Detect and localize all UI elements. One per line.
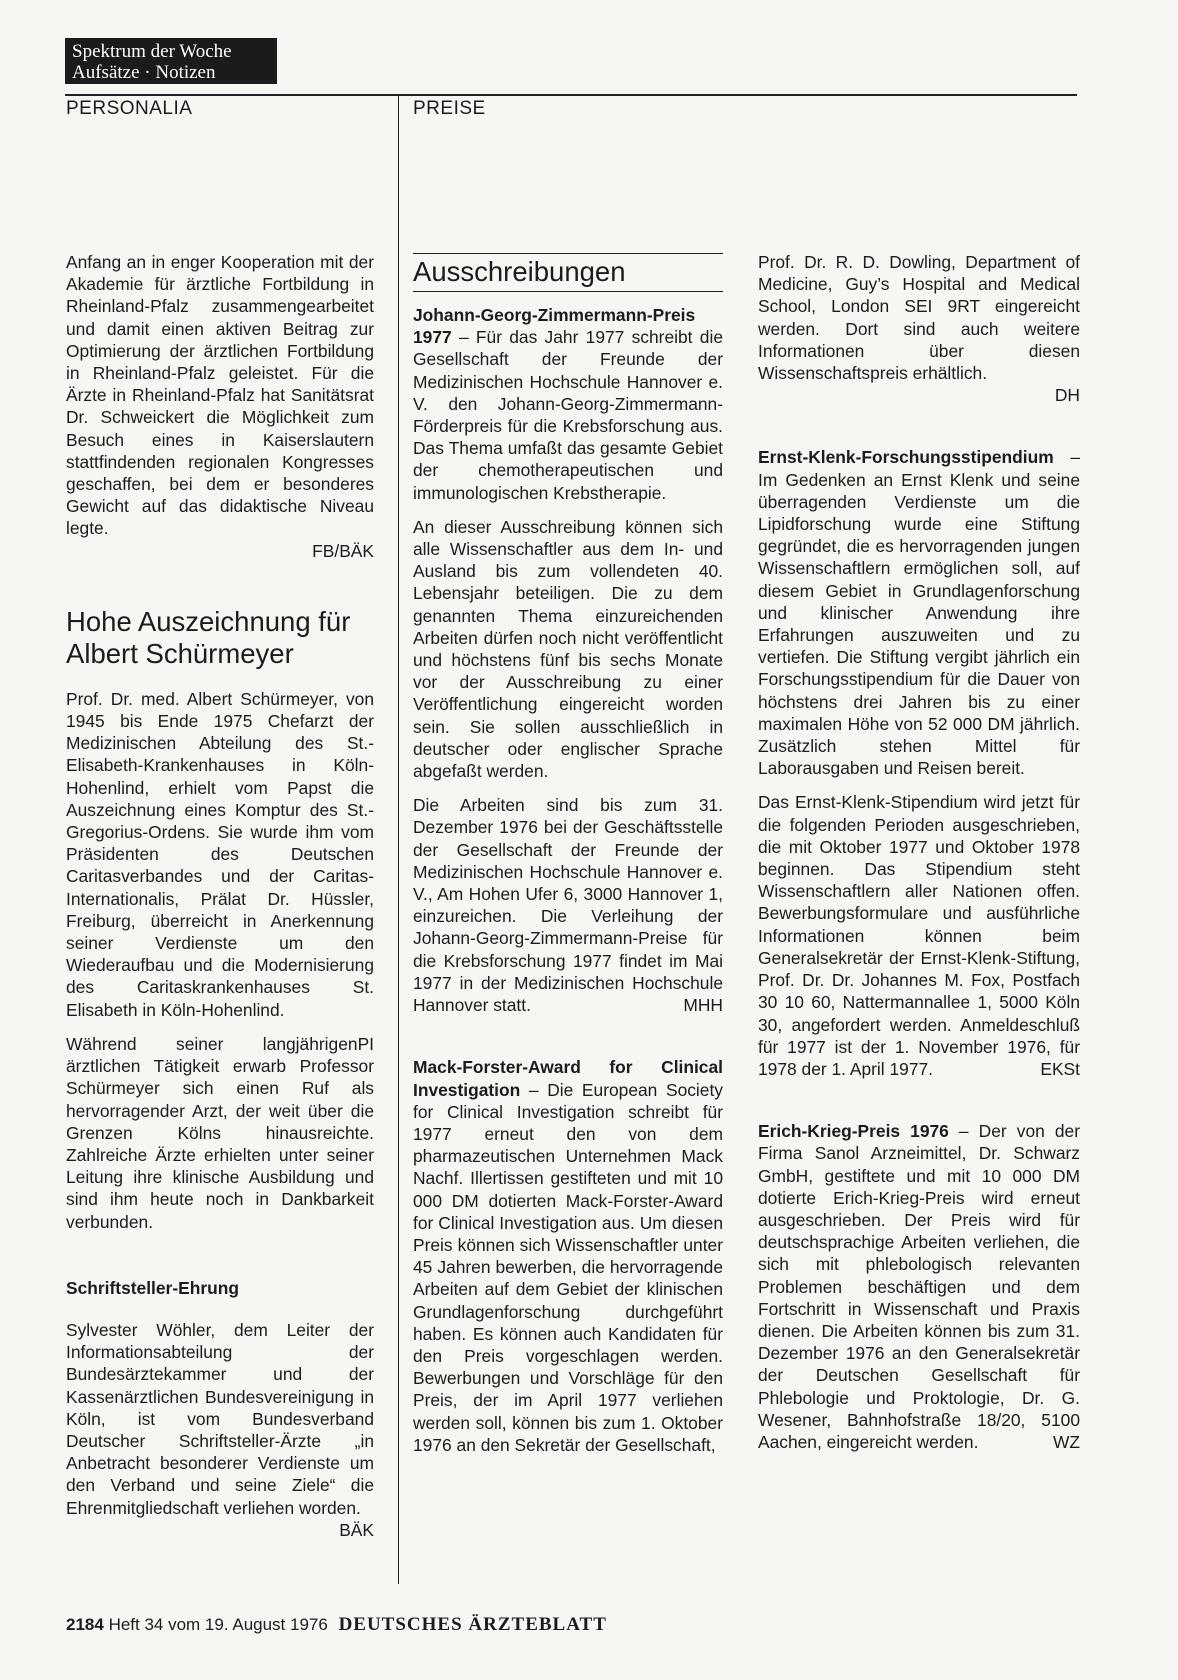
paragraph: Johann-Georg-Zimmermann-Preis 1977 – Für das Jahr 1977 schreibt die Gesellschaft der Freunde der Medizinischen Hochschule Hannover e. V. den Johann-Georg-Zimmermann-Förderpreis für die Krebsforschung aus. Das Thema umfaßt das gesamte Gebiet der chemotherapeutischen und immunologischen Krebstherapie. [413,305,723,503]
section-label-preise: PREISE [413,98,486,119]
article-headline: Hohe Auszeichnung für Albert Schürmeyer [66,605,351,669]
article-subheading: Schriftsteller-Ehrung [66,1277,239,1298]
issue-info: Heft 34 vom 19. August 1976 [108,1615,328,1634]
paragraph: An dieser Ausschreibung können sich alle Wissenschaftler aus dem In- und Ausland bis zum vollendeten 40. Lebensjahr beteiligen. Die zu dem genannten Thema einzureichenden Arbeiten dürfen noch nicht veröffentlicht und höchstens fünf bis sechs Monate vor der Ausschreibung zu einer Veröffentlichung eingereicht worden sein. Sie sollen ausschließlich in deutscher oder englischer Sprache abgefaßt werden. [413,516,723,782]
entry-heading: Mack-Forster-Award for Clinical Investigation [413,1057,723,1100]
signature: PI [357,1033,374,1054]
signature: FB/BÄK [312,540,374,561]
signature: DH [1054,385,1080,406]
section-label-personalia: PERSONALIA [66,98,193,119]
page-footer [66,1614,607,1636]
paragraph: Prof. Dr. med. Albert Schürmeyer, von 1945 bis Ende 1975 Chefarzt der Medizinischen Abteilung des St.-Elisabeth-Krankenhauses in Köln-Hohenlind, erhielt vom Papst die Auszeichnung eines Komptur des St.-Gregorius-Ordens. Sie wurde ihm vom Präsidenten des Deutschen Caritasverbandes und der Caritas-Internationalis, Prälat Dr. Hüssler, Freiburg, überreicht in Anerkennung seiner Verdienste um den Wiederaufbau und die Modernisierung des Caritaskrankenhauses St. Elisabeth in Köln-Hohenlind. [66,688,374,1020]
masthead-line-1: Spektrum der Woche [72,41,232,62]
signature: BÄK [339,1519,374,1540]
paragraph: Anfang an in enger Kooperation mit der Akademie für ärztliche Fortbildung in Rheinland-Pfalz zusammengearbeitet und damit einen aktiven Beitrag zur Optimierung der ärztlichen Fortbildung in Rheinland-Pfalz geleistet. Für die Ärzte in Rheinland-Pfalz hat Sanitätsrat Dr. Schweickert die Möglichkeit zum Besuch eines in Kaiserslautern stattfindenden regionalen Kongresses geschaffen, bei dem er besonderes Gewicht auf das didaktische Niveau legte. [66,252,374,539]
column-preise-continued [758,251,1080,1453]
page-number: 2184 [66,1615,104,1634]
entry-heading: Ernst-Klenk-Forschungsstipendium [758,447,1054,468]
paragraph: Erich-Krieg-Preis 1976 – Der von der Firma Sanol Arzneimittel, Dr. Schwarz GmbH, gestiftete und mit 10 000 DM dotierte Erich-Krieg-Preis wird erneut ausgeschrieben. Der Preis wird für deutschsprachige Arbeiten verliehen, die sich mit phlebologisch relevanten Problemen beschäftigen und dem Fortschritt in Wissenschaft und Praxis dienen. Die Arbeiten können bis zum 31. Dezember 1976 an den Generalsekretär der Deutschen Gesellschaft für Phlebologie und Proktologie, Dr. G. Wesener, Bahnhofstraße 18/20, 5100 Aachen, eingereicht werden. WZ [758,1121,1081,1452]
entry-heading: Johann-Georg-Zimmermann-Preis 1977 [413,305,696,348]
paragraph: Prof. Dr. R. D. Dowling, Department of Medicine, Guy’s Hospital and Medical School, London SEI 9RT eingereicht werden. Dort sind auch weitere Informationen über diesen Wissenschaftspreis erhältlich. [758,252,1080,384]
masthead [65,38,277,84]
column-personalia [66,251,374,1541]
paragraph: Ernst-Klenk-Forschungsstipendium – Im Gedenken an Ernst Klenk und seine überragenden Verdienste um die Lipidforschung wurde eine Stiftung gegründet, die es hervorragenden jungen Wissenschaftlern ermöglichen soll, auf diesem Gebiet in Grundlagenforschung und klinischer Anwendung ihre Erfahrungen auszuweiten und zu vertiefen. Die Stiftung vergibt jährlich ein Forschungsstipendium für die Dauer von höchstens drei Jahren bis zu einer maximalen Höhe von 52 000 DM jährlich. Zusätzlich stehen Mittel für Laborausgaben und Reisen bereit. [758,447,1080,779]
top-rule [65,94,1077,96]
signature: EKSt [1040,1058,1080,1079]
paragraph: Das Ernst-Klenk-Stipendium wird jetzt für die folgenden Perioden ausgeschrieben, die mit Oktober 1977 und Oktober 1978 beginnen. Das Stipendium steht Wissenschaftlern aller Nationen offen. Bewerbungsformulare und ausführliche Informationen können beim Generalsekretär der Ernst-Klenk-Stiftung, Prof. Dr. Dr. Johannes M. Fox, Postfach 30 10 60, Nattermannallee 1, 5000 Köln 30, angefordert werden. Anmeldeschluß für 1977 ist der 1. November 1976, für 1978 der 1. April 1977. EKSt [758,792,1080,1079]
signature: MHH [683,995,723,1016]
column-ausschreibungen [413,253,723,1456]
section-headline: Ausschreibungen [413,253,723,292]
paragraph: Mack-Forster-Award for Clinical Investigation – Die European Society for Clinical Investigation schreibt für 1977 erneut den von dem pharmazeutischen Unternehmen Mack Nachf. Illertissen gestifteten und mit 10 000 DM dotierten Mack-Forster-Award for Clinical Investigation aus. Um diesen Preis können sich Wissenschaftler unter 45 Jahren bewerben, die hervorragende Arbeiten auf dem Gebiet der klinischen Grundlagenforschung durchgeführt haben. Es können auch Kandidaten für den Preis vorgeschlagen werden. Bewerbungen und Vorschläge für den Preis, der im April 1977 verliehen werden soll, können bis zum 1. Oktober 1976 an den Sekretär der Gesellschaft, [413,1057,723,1455]
journal-name: DEUTSCHES ÄRZTEBLATT [338,1614,607,1635]
paragraph: Sylvester Wöhler, dem Leiter der Informationsabteilung der Bundesärztekammer und der Kassenärztlichen Bundesvereinigung in Köln, ist vom Bundesverband Deutscher Schriftsteller-Ärzte „in Anbetracht besonderer Verdienste um den Verband und seine Ziele“ die Ehrenmitgliedschaft verliehen worden. [66,1319,374,1518]
masthead-line-2: Aufsätze · Notizen [72,62,216,83]
paragraph: PI Während seiner langjährigen ärztlichen Tätigkeit erwarb Professor Schürmeyer sich einen Ruf als hervorragender Arzt, der weit über die Grenzen Kölns hinausreichte. Zahlreiche Ärzte erhielten unter seiner Leitung ihre klinische Ausbildung und sind ihm heute noch in Dankbarkeit verbunden. [66,1033,374,1232]
signature: WZ [1052,1431,1080,1452]
entry-heading: Erich-Krieg-Preis 1976 [758,1121,949,1142]
paragraph: Die Arbeiten sind bis zum 31. Dezember 1976 bei der Geschäftsstelle der Gesellschaft der Freunde der Medizinischen Hochschule Hannover e. V., Am Hohen Ufer 6, 3000 Hannover 1, einzureichen. Die Verleihung der Johann-Georg-Zimmermann-Preise für die Krebsforschung 1977 findet im Mai 1977 in der Medizinischen Hochschule Hannover statt. MHH [413,795,723,1016]
column-divider [398,94,399,1584]
